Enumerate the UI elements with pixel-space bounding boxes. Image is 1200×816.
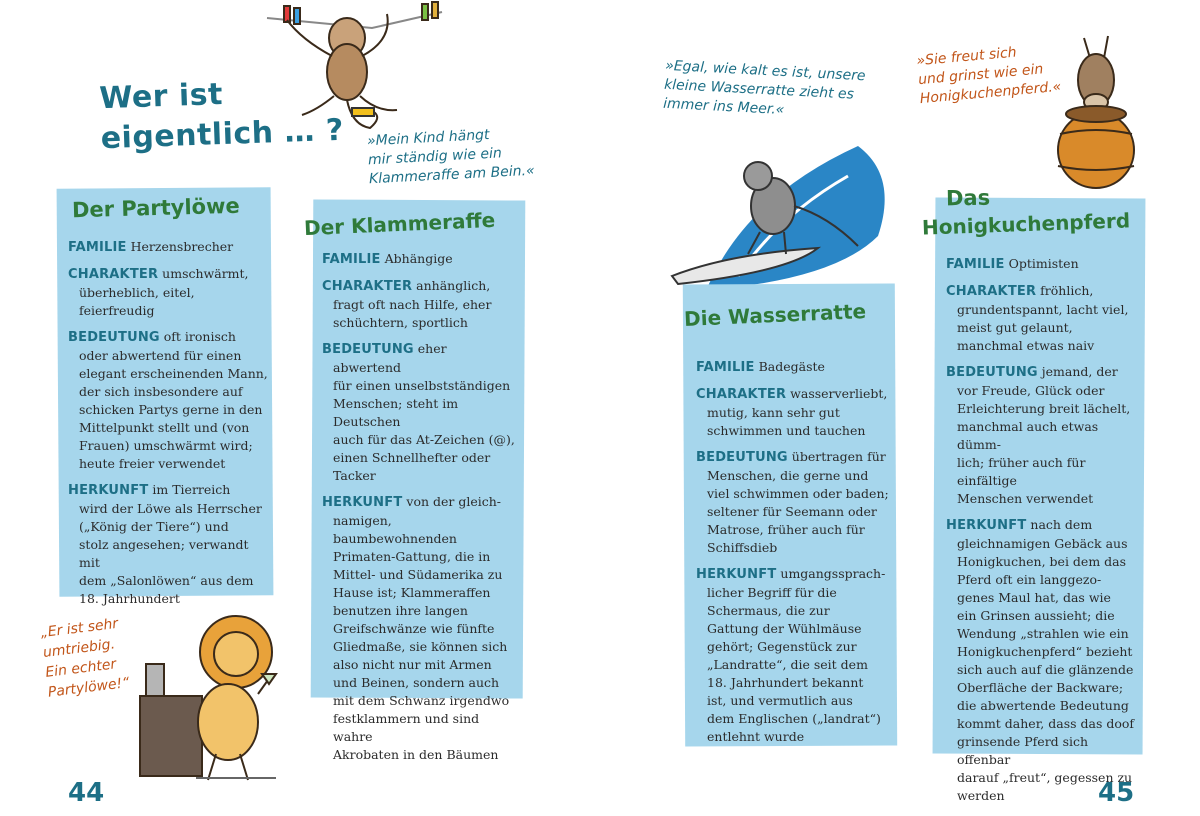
entry-label: BEDEUTUNG [696,450,788,465]
page-title-line2: eigentlich … ? [100,112,345,157]
entry-label: CHARAKTER [68,267,159,282]
entry-label: BEDEUTUNG [322,342,414,357]
entry-text: wasserverliebt, mutig, kann sehr gut schwimmen und tauchen [707,386,888,438]
entry-text: Herzensbrecher [130,239,234,254]
entry-herkunft [322,493,518,764]
honigkuchenpferd-entries [946,255,1142,813]
entry-label: HERKUNFT [322,495,403,510]
entry-familie [322,250,518,269]
horse-barrel-illustration [1050,30,1140,190]
page-number-left: 44 [68,778,105,808]
page-title-line1: Wer ist [98,76,224,117]
entry-charakter [68,265,268,320]
entry-bedeutung [946,363,1142,508]
entry-label: HERKUNFT [946,518,1027,533]
rat-surfing-illustration [668,136,900,292]
entry-text: oft ironisch oder abwertend für einen elegant erscheinenden Mann, der sich insbesondere auf schicken Partys gerne in den Mittelpunkt stellt und (von Frauen) umschwärmt wird; heute freier verwendet [79,329,268,471]
entry-label: BEDEUTUNG [68,330,160,345]
monkey-illustration [262,0,452,148]
wasserratte-heading: Die Wasserratte [683,299,867,331]
entry-label: HERKUNFT [68,483,149,498]
entry-charakter [322,277,518,332]
entry-familie [946,255,1142,274]
entry-text: übertragen für Menschen, die gerne und viel schwimmen oder baden; seltener für Seemann oder Matrose, früher auch für Schiffsdieb [707,449,889,555]
quote-honigkuchenpferd: »Sie freut sich und grinst wie ein Honigkuchenpferd.« [915,44,1062,108]
entry-label: FAMILIE [322,252,381,267]
wasserratte-entries [696,358,892,754]
entry-bedeutung [696,448,892,557]
entry-herkunft [68,481,268,608]
partyloewe-heading: Der Partylöwe [71,193,240,223]
entry-label: BEDEUTUNG [946,365,1038,380]
entry-text: anhänglich, fragt oft nach Hilfe, eher schüchtern, sportlich [333,278,492,330]
page-number-right: 45 [1098,778,1135,808]
quote-wasserratte: »Egal, wie kalt es ist, unsere kleine Wasserratte zieht es immer ins Meer.« [662,57,866,119]
honigkuchenpferd-heading-line1: Das [945,185,991,211]
entry-label: CHARAKTER [322,279,413,294]
entry-text: im Tierreich wird der Löwe als Herrscher („König der Tiere“) und stolz angesehen; verwandt mit dem „Salonlöwen“ aus dem 18. Jahrhundert [79,482,262,606]
quote-partyloewe: „Er ist sehr umtriebig. Ein echter Partylöwe!“ [39,615,131,701]
entry-text: jemand, der vor Freude, Glück oder Erleichterung breit lächelt, manchmal auch etwas dümm- lich; früher auch für einfältige Menschen verwendet [957,364,1131,506]
entry-text: fröhlich, grundentspannt, lacht viel, meist gut gelaunt, manchmal etwas naiv [957,283,1129,353]
entry-text: von der gleich- namigen, baumbewohnenden Primaten-Gattung, die in Mittel- und Südamerika zu Hause ist; Klammeraffen benutzen ihre langen Greifschwänze wie fünfte Gliedmaße, sie können sich also nicht nur mit Armen und Beinen, sondern auch mit dem Schwanz irgendwo festklammern und sind wahre Akrobaten in den Bäumen [333,494,510,762]
entry-familie [696,358,892,377]
entry-label: CHARAKTER [946,284,1037,299]
entry-label: FAMILIE [946,257,1005,272]
entry-herkunft [696,565,892,746]
quote-klammeraffe: »Mein Kind hängt mir ständig wie ein Klammeraffe am Bein.« [366,126,536,188]
entry-charakter [946,282,1142,355]
entry-label: HERKUNFT [696,567,777,582]
klammeraffe-heading: Der Klammeraffe [303,207,496,241]
entry-label: FAMILIE [68,240,127,255]
entry-familie [68,238,268,257]
lion-illustration [136,604,286,782]
entry-bedeutung [68,328,268,473]
entry-text: Optimisten [1008,256,1079,271]
entry-text: eher abwertend für einen unselbstständigen Menschen; steht im Deutschen auch für das At-Zeichen (@), einen Schnellhefter oder Tacker [333,341,515,483]
honigkuchenpferd-heading-line2: Honigkuchenpferd [921,208,1131,240]
entry-label: CHARAKTER [696,387,787,402]
partyloewe-entries [68,238,268,616]
klammeraffe-entries [322,250,518,772]
entry-text: umgangssprach- licher Begriff für die Schermaus, die zur Gattung der Wühlmäuse gehört; Gegenstück zur „Landratte“, die seit dem 18. Jahrhundert bekannt ist, und vermutlich aus dem Englischen („landrat“) entlehnt wurde [707,566,886,744]
entry-bedeutung [322,340,518,485]
entry-herkunft [946,516,1142,805]
entry-text: nach dem gleichnamigen Gebäck aus Honigkuchen, bei dem das Pferd oft ein langgezo- genes Maul hat, das wie ein Grinsen aussieht; die Wendung „strahlen wie ein Honigkuchenpferd“ bezieht sich auch auf die glänzende Oberfläche der Backware; die abwertende Bedeutung kommt daher, dass das doof grinsende Pferd sich offenbar darauf „freut“, gegessen zu werden [957,517,1135,803]
entry-label: FAMILIE [696,360,755,375]
entry-charakter [696,385,892,440]
entry-text: umschwärmt, überheblich, eitel, feierfreudig [79,266,249,318]
entry-text: Abhängige [384,251,453,266]
entry-text: Badegäste [758,359,825,374]
